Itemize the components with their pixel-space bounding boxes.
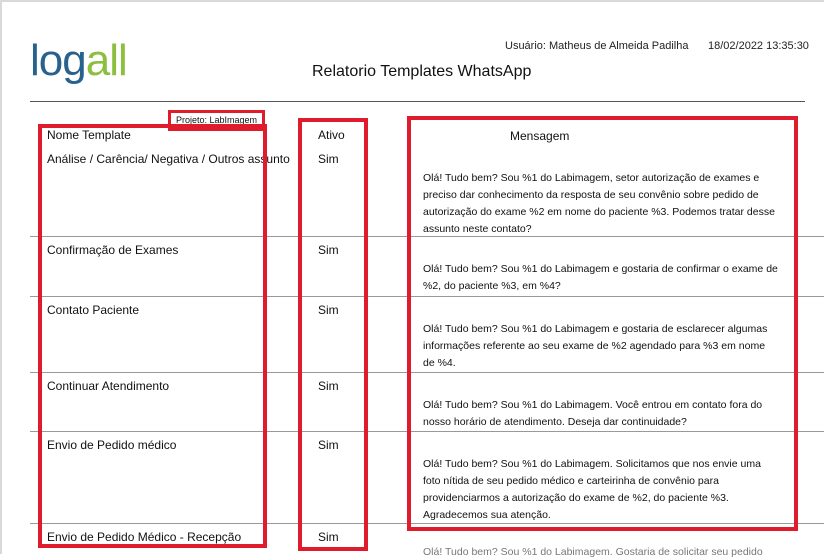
template-active: Sim	[318, 530, 339, 544]
header-divider	[30, 101, 805, 102]
page-edge-top	[0, 0, 824, 2]
project-label: Projeto: LabImagem	[168, 110, 265, 131]
highlight-box-message-column	[407, 116, 798, 531]
report-title: Relatorio Templates WhatsApp	[312, 63, 532, 80]
template-active: Sim	[318, 438, 339, 452]
highlight-box-name-column	[38, 124, 267, 548]
template-name: Envio de Pedido Médico - Recepção	[47, 530, 242, 544]
template-message: Olá! Tudo bem? Sou %1 do Labimagem, setor autorização de exames e preciso dar conhecimento da resposta de seu convênio sobre pedido de autorização do exame %2 em nome do paciente %3. Podemos tratar desse assunto neste contato?	[423, 172, 775, 235]
template-message: Olá! Tudo bem? Sou %1 do Labimagem e gostaria de esclarecer algumas informações referente ao seu exame de %2 agendado para %3 em nome de %4.	[423, 323, 768, 369]
logo-text: logall	[30, 36, 127, 85]
column-header-active: Ativo	[318, 128, 345, 142]
template-message: Olá! Tudo bem? Sou %1 do Labimagem e gostaria de confirmar o exame de %2, do paciente %3, em %4?	[423, 263, 778, 292]
column-header-name: Nome Template	[47, 128, 131, 142]
template-name: Confirmação de Exames	[47, 243, 179, 257]
page-edge-left	[0, 0, 2, 554]
logo	[30, 36, 127, 86]
report-datetime: 18/02/2022 13:35:30	[708, 40, 809, 52]
partial-message-text: Olá! Tudo bem? Sou %1 do Labimagem. Gostaria de solicitar seu pedido	[423, 546, 763, 558]
template-name: Contato Paciente	[47, 303, 140, 317]
user-info: Usuário: Matheus de Almeida Padilha	[505, 40, 689, 52]
template-active: Sim	[318, 152, 339, 166]
template-name: Continuar Atendimento	[47, 379, 170, 393]
template-message: Olá! Tudo bem? Sou %1 do Labimagem. Solicitamos que nos envie uma foto nítida de seu pedido médico e carteirinha de convênio para providenciarmos a autorização do exame de %2, do paciente %3. Agradecemos sua atenção.	[423, 458, 761, 521]
template-name: Envio de Pedido médico	[47, 438, 177, 452]
column-header-message: Mensagem	[510, 129, 570, 143]
template-message: Olá! Tudo bem? Sou %1 do Labimagem. Você entrou em contato fora do nosso horário de atendimento. Deseja dar continuidade?	[423, 399, 763, 428]
highlight-box-active-column	[298, 118, 368, 551]
template-active: Sim	[318, 303, 339, 317]
template-name: Análise / Carência/ Negativa / Outros assunto	[47, 152, 290, 166]
template-active: Sim	[318, 379, 339, 393]
template-active: Sim	[318, 243, 339, 257]
